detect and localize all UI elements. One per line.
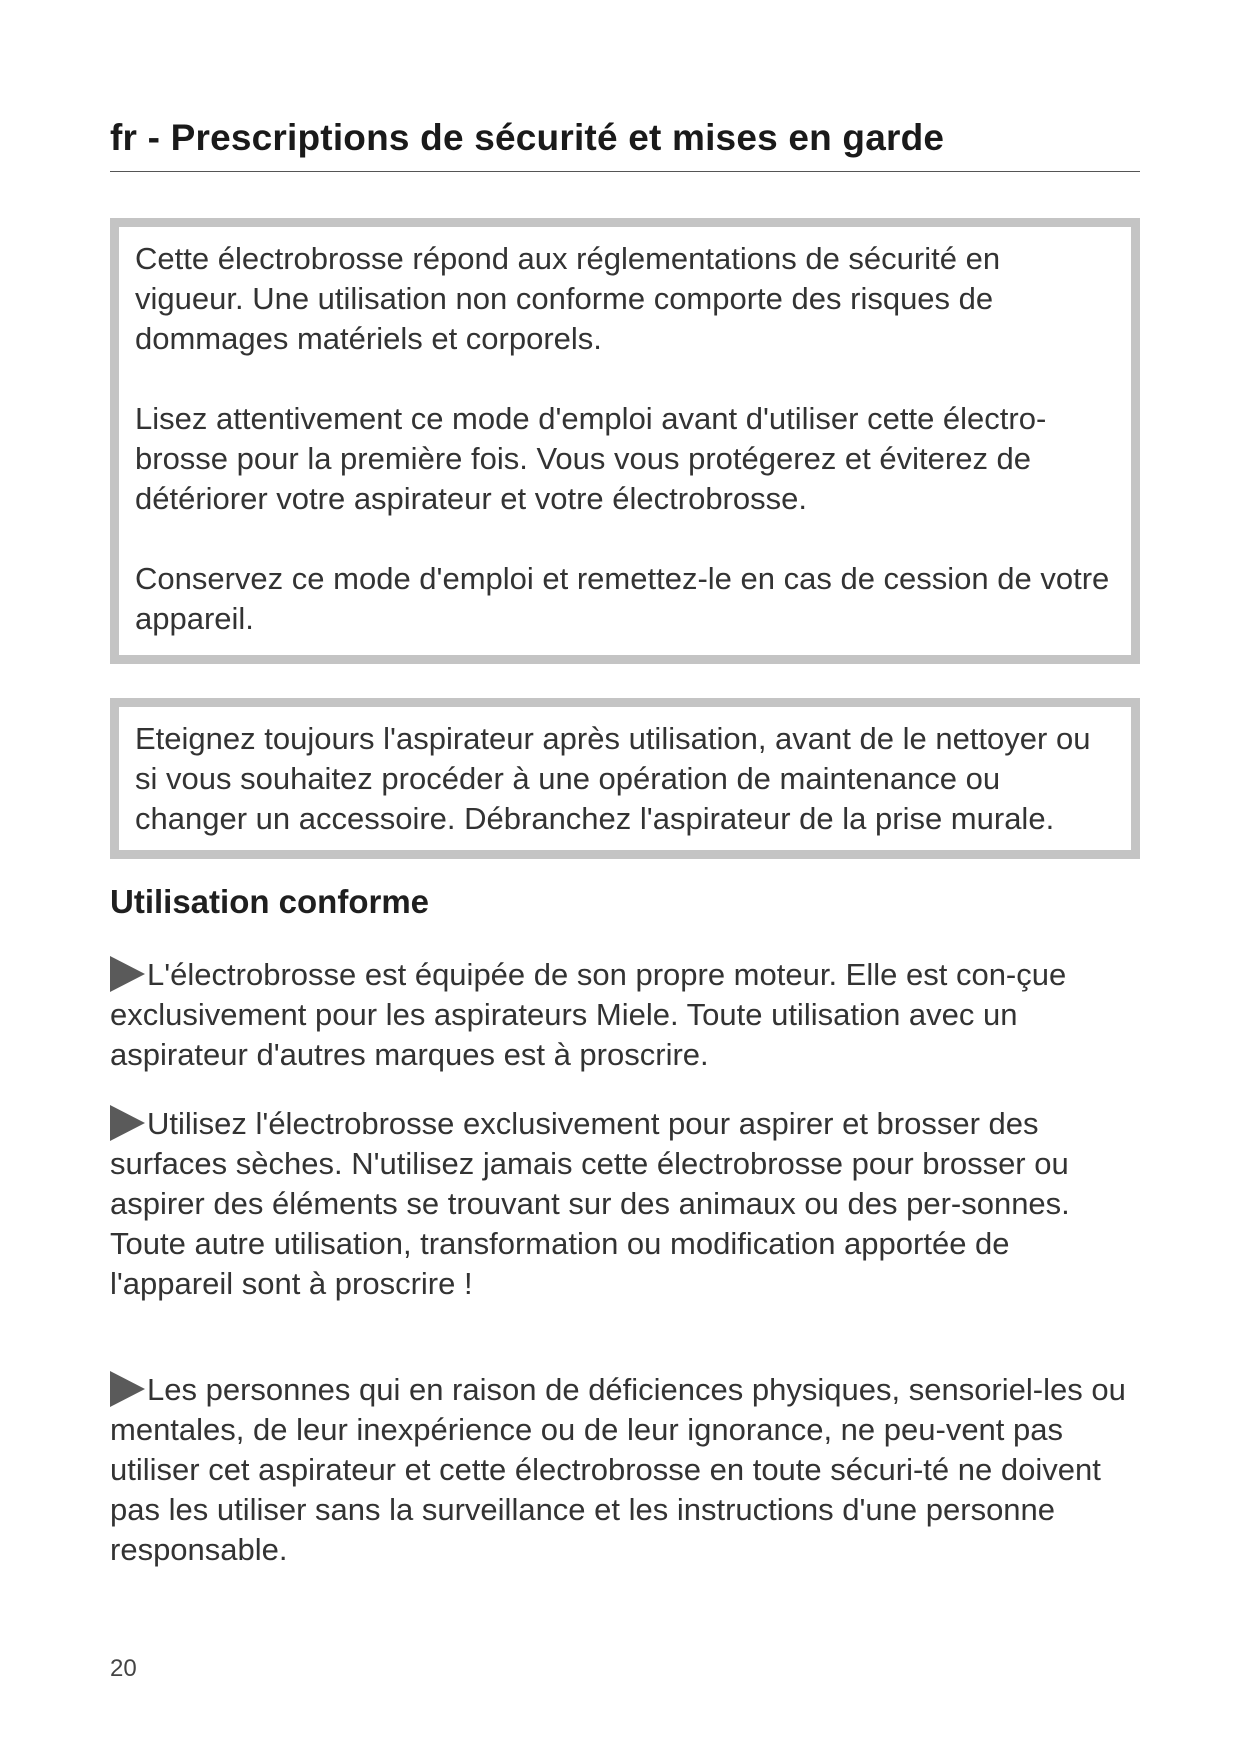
- switch-off-notice-box: [110, 698, 1140, 859]
- safety-notice-box: [110, 218, 1140, 664]
- page-title: fr - Prescriptions de sécurité et mises en garde: [110, 117, 945, 158]
- bullet-text: Les personnes qui en raison de déficiences physiques, sensoriel-les ou mentales, de leur inexpérience ou de leur ignorance, ne peu-vent pas utiliser cet aspirateur et cette électrobrosse en toute sécuri-té ne doivent pas les utiliser sans la surveillance et les instructions d'une personne responsable.: [110, 1372, 1126, 1567]
- title-divider: [110, 171, 1140, 172]
- bullet-continuation: Toute autre utilisation, transformation ou modification apportée de l'appareil sont à proscrire !: [110, 1226, 1010, 1301]
- page-number: 20: [110, 1655, 137, 1682]
- bullet-item: [110, 1104, 1140, 1304]
- bullet-text: L'électrobrosse est équipée de son propre moteur. Elle est con-çue exclusivement pour les aspirateurs Miele. Toute utilisation avec un aspirateur d'autres marques est à proscrire.: [110, 957, 1067, 1072]
- bullet-text: Utilisez l'électrobrosse exclusivement pour aspirer et brosser des surfaces sèches. N'utilisez jamais cette électrobrosse pour brosser ou aspirer des éléments se trouvant sur des animaux ou des per-sonnes.: [110, 1106, 1070, 1221]
- bullet-item: [110, 1370, 1140, 1570]
- notice-paragraph: Cette électrobrosse répond aux réglementations de sécurité en vigueur. Une utilisation non conforme comporte des risques de dommages matériels et corporels.: [135, 241, 1001, 356]
- notice-paragraph: Eteignez toujours l'aspirateur après utilisation, avant de le nettoyer ou si vous souhaitez procéder à une opération de maintenance ou changer un accessoire. Débranchez l'aspirateur de la prise murale.: [135, 721, 1091, 836]
- notice-paragraph: Lisez attentivement ce mode d'emploi avant d'utiliser cette électro-brosse pour la première fois. Vous vous protégerez et éviterez de détériorer votre aspirateur et votre électrobrosse.: [135, 401, 1047, 516]
- bullet-item: [110, 955, 1140, 1075]
- arrow-bullet-icon: [110, 1371, 145, 1407]
- arrow-bullet-icon: [110, 1105, 145, 1141]
- arrow-bullet-icon: [110, 956, 145, 992]
- section-heading: Utilisation conforme: [110, 883, 430, 920]
- notice-paragraph: Conservez ce mode d'emploi et remettez-le en cas de cession de votre appareil.: [135, 561, 1110, 636]
